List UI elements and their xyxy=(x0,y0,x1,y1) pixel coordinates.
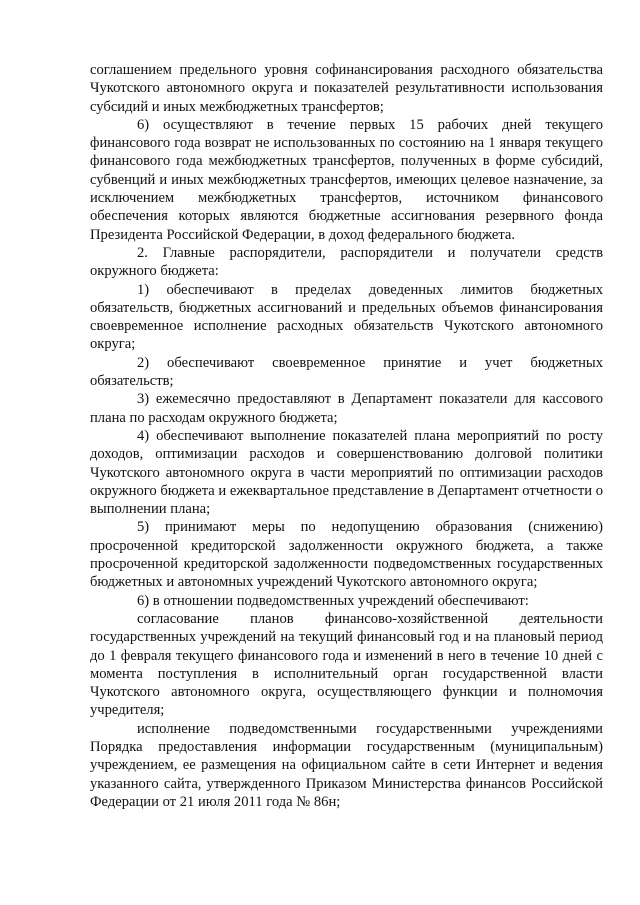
paragraph-8: 5) принимают меры по недопущению образования (снижению) просроченной кредиторской задолженности окружного бюджета, а также просроченной кредиторской задолженности подведомственных государственных бюджетных и автономных учреждений Чукотского автономного округа; xyxy=(90,519,603,591)
paragraph-7: 4) обеспечивают выполнение показателей плана мероприятий по росту доходов, оптимизации расходов и совершенствованию долговой политики Чукотского автономного округа в части мероприятий по оптимизации расходов окружного бюджета и ежеквартальное представление в Департамент отчетности о выполнении плана; xyxy=(90,427,604,518)
paragraph-9: 6) в отношении подведомственных учреждений обеспечивают: xyxy=(137,592,529,609)
document-page xyxy=(90,61,603,811)
paragraph-10: согласование планов финансово-хозяйственной деятельности государственных учреждений на текущий финансовый год и на плановый период до 1 февраля текущего финансового года и изменений в него в течение 10 дней с момента поступления в исполнительный орган государственной власти Чукотского автономного округа, осуществляющего функции и полномочия учредителя; xyxy=(90,610,603,719)
paragraph-4: 1) обеспечивают в пределах доведенных лимитов бюджетных обязательств, бюджетных ассигнований и предельных объемов финансирования своевременное исполнение расходных обязательств Чукотского автономного округа; xyxy=(90,281,603,353)
paragraph-3: 2. Главные распорядители, распорядители и получатели средств окружного бюджета: xyxy=(90,244,603,280)
paragraph-2: 6) осуществляют в течение первых 15 рабочих дней текущего финансового года возврат не использованных по состоянию на 1 января текущего финансового года межбюджетных трансфертов, полученных в форме субсидий, субвенций и иных межбюджетных трансфертов, имеющих целевое назначение, за исключением межбюджетных трансфертов, источником финансового обеспечения которых являются бюджетные ассигнования резервного фонда Президента Российской Федерации, в доход федерального бюджета. xyxy=(90,116,603,243)
paragraph-6: 3) ежемесячно предоставляют в Департамент показатели для кассового плана по расходам окружного бюджета; xyxy=(90,391,603,426)
paragraph-11: исполнение подведомственными государственными учреждениями Порядка предоставления информации государственным (муниципальным) учреждением, ее размещения на официальном сайте в сети Интернет и ведения указанного сайта, утвержденного Приказом Министерства финансов Российской Федерации от 21 июля 2011 года № 86н; xyxy=(90,720,603,810)
paragraph-1: соглашением предельного уровня софинансирования расходного обязательства Чукотского автономного округа и показателей результативности использования субсидий и иных межбюджетных трансфертов; xyxy=(90,62,603,115)
paragraph-5: 2) обеспечивают своевременное принятие и учет бюджетных обязательств; xyxy=(90,354,603,390)
